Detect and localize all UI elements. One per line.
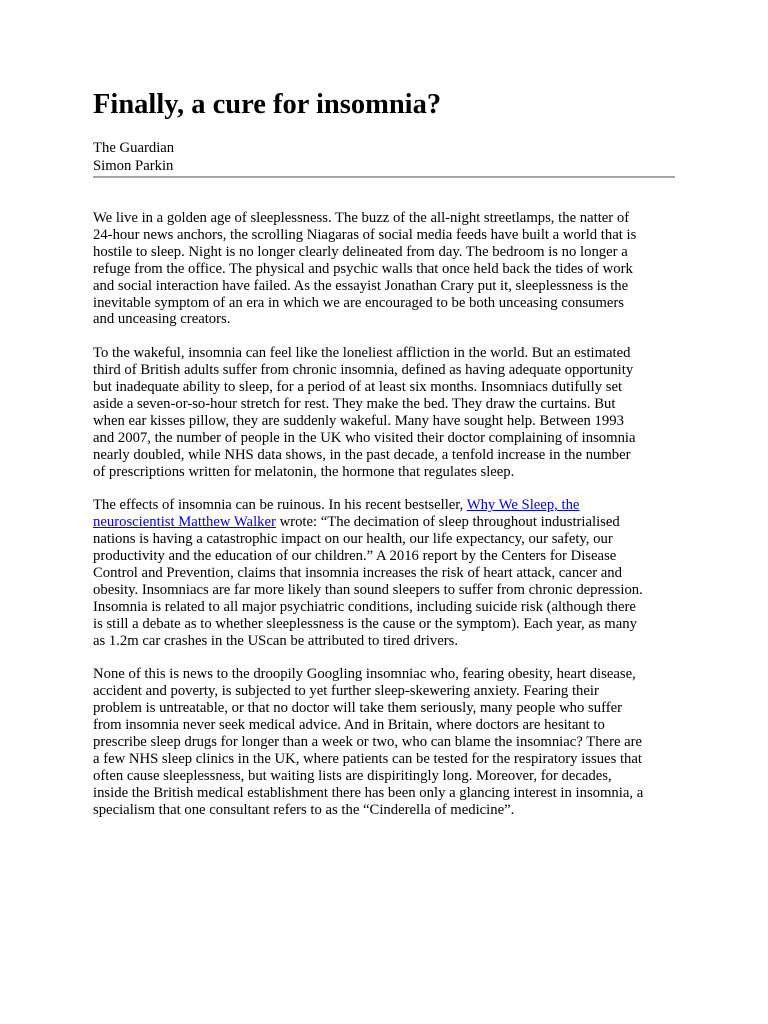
paragraph-line: often cause sleeplessness, but waiting lists are dispiritingly long. Moreover, for decades, [93, 767, 612, 784]
paragraph-line: specialism that one consultant refers to as the “Cinderella of medicine”. [93, 801, 515, 818]
article-body [93, 210, 675, 819]
paragraph-line [93, 497, 675, 514]
paragraph-line: obesity. Insomniacs are far more likely than sound sleepers to suffer from chronic depression. [93, 581, 643, 598]
paragraph-line: To the wakeful, insomnia can feel like the loneliest affliction in the world. But an estimated [93, 345, 631, 362]
article-author: Simon Parkin [93, 157, 174, 174]
paragraph-line: refuge from the office. The physical and psychic walls that once held back the tides of work [93, 260, 633, 277]
paragraph-line: nearly doubled, while NHS data shows, in the past decade, a tenfold increase in the number [93, 446, 631, 463]
paragraph-line: when ear kisses pillow, they are suddenly wakeful. Many have sought help. Between 1993 [93, 412, 624, 429]
paragraph-line: Control and Prevention, claims that insomnia increases the risk of heart attack, cancer and [93, 565, 622, 581]
paragraph-line: hostile to sleep. Night is no longer clearly delineated from day. The bedroom is no longer a [93, 243, 628, 260]
paragraph-line: is still a debate as to whether sleeplessness is the cause or the symptom). Each year, as many [93, 615, 637, 632]
book-link-why-we-sleep-continued[interactable]: neuroscientist Matthew Walker [93, 514, 276, 531]
paragraph-line: nations is having a catastrophic impact on our health, our life expectancy, our safety, our [93, 531, 613, 548]
paragraph-line: and 2007, the number of people in the UK who visited their doctor complaining of insomnia [93, 429, 636, 446]
article-source: The Guardian [93, 140, 175, 156]
paragraph-line: productivity and the education of our children.” A 2016 report by the Centers for Disease [93, 548, 617, 565]
paragraph-3 [93, 497, 675, 649]
book-link-why-we-sleep[interactable]: Why We Sleep, the [466, 497, 580, 514]
paragraph-line: accident and poverty, is subjected to yet further sleep-skewering anxiety. Fearing their [93, 683, 599, 700]
paragraph-line: Insomnia is related to all major psychiatric conditions, including suicide risk (although there [93, 598, 636, 615]
paragraph-line: 24-hour news anchors, the scrolling Niagaras of social media feeds have built a world that is [93, 226, 637, 243]
paragraph-text: wrote: “The decimation of sleep throughout industrialised [275, 514, 620, 531]
paragraph-line: inside the British medical establishment there has been only a glancing interest in insomnia, a [93, 784, 644, 801]
article-meta [93, 140, 675, 175]
paragraph-line: prescribe sleep drugs for longer than a week or two, who can blame the insomniac? There are [93, 734, 643, 751]
paragraph-line: and social interaction have failed. As the essayist Jonathan Crary put it, sleeplessness is the [93, 277, 629, 294]
paragraph-line: a few NHS sleep clinics in the UK, where patients can be tested for the respiratory issues that [93, 750, 642, 767]
paragraph-line: but inadequate ability to sleep, for a period of at least six months. Insomniacs dutifully set [93, 379, 623, 396]
paragraph-line [93, 514, 675, 531]
paragraph-line: from insomnia never seek medical advice. And in Britain, where doctors are hesitant to [93, 717, 605, 734]
paragraph-line: of prescriptions written for melatonin, the hormone that regulates sleep. [93, 463, 515, 480]
paragraph-2 [93, 345, 675, 480]
paragraph-line: We live in a golden age of sleeplessness. The buzz of the all-night streetlamps, the natter of [93, 210, 630, 226]
article-title: Finally, a cure for insomnia? [93, 89, 442, 120]
paragraph-line: third of British adults suffer from chronic insomnia, defined as having adequate opportunity [93, 362, 634, 379]
paragraph-line: inevitable symptom of an era in which we are encouraged to be both unceasing consumers [93, 294, 625, 311]
paragraph-line: as 1.2m car crashes in the UScan be attributed to tired drivers. [93, 632, 459, 649]
paragraph-line: None of this is news to the droopily Googling insomniac who, fearing obesity, heart disease, [93, 666, 636, 683]
document-page [93, 88, 675, 835]
paragraph-text: The effects of insomnia can be ruinous. In his recent bestseller, [93, 497, 467, 514]
paragraph-4 [93, 666, 675, 818]
header-divider [93, 176, 675, 178]
paragraph-1 [93, 210, 675, 328]
paragraph-line: aside a seven-or-so-hour stretch for rest. They make the bed. They draw the curtains. But [93, 395, 616, 412]
paragraph-line: problem is untreatable, or that no doctor will take them seriously, many people who suffer [93, 700, 623, 717]
paragraph-line: and unceasing creators. [93, 311, 231, 328]
